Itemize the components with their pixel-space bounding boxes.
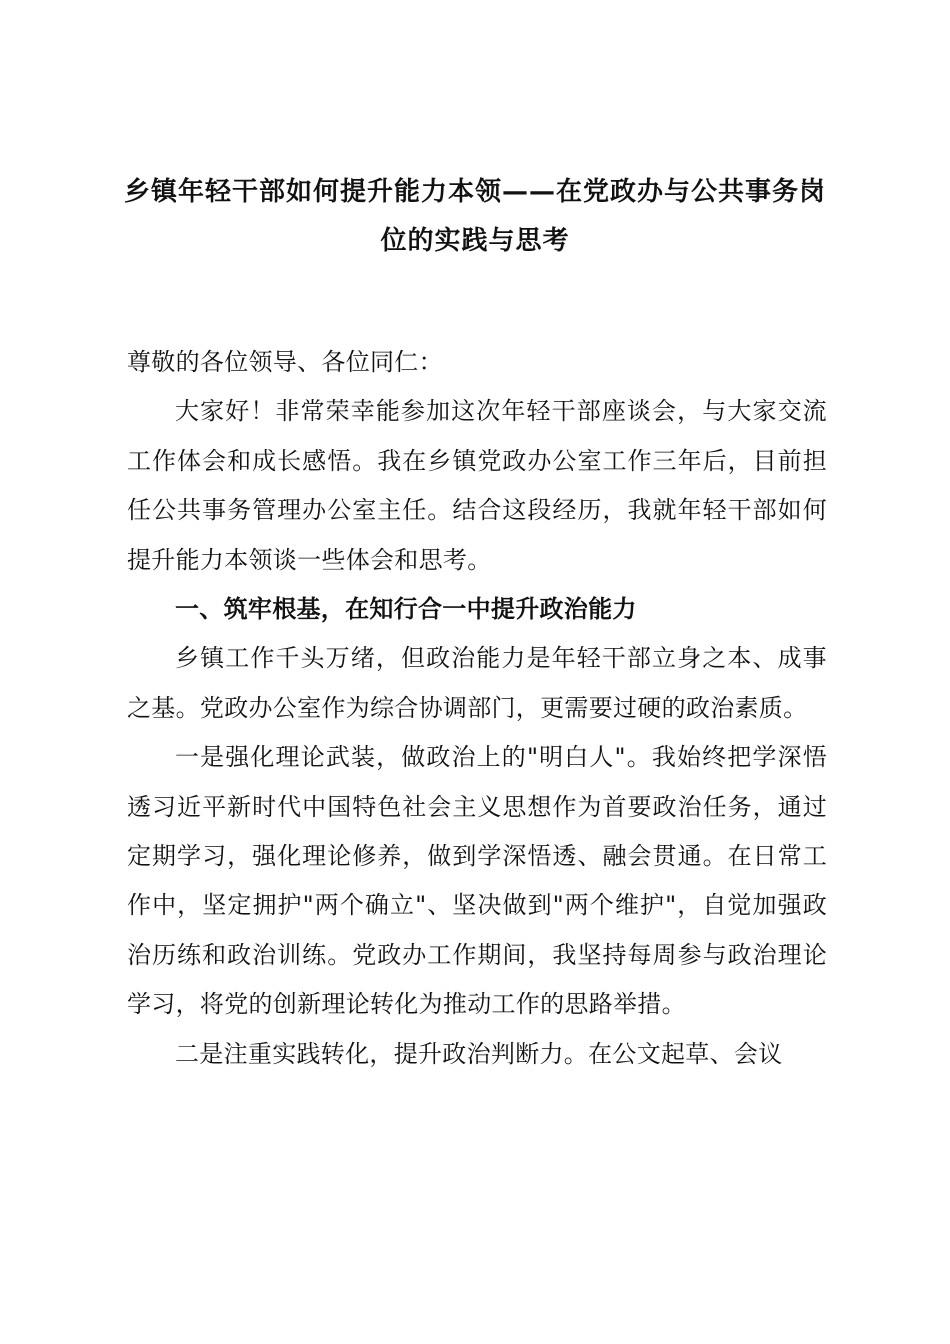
paragraph-section-intro: 乡镇工作千头万绪，但政治能力是年轻干部立身之本、成事之基。党政办公室作为综合协调部门，更需要过硬的政治素质。 [127,644,827,722]
salutation: 尊敬的各位领导、各位同仁： [127,348,443,376]
section-heading-1: 一、筑牢根基，在知行合一中提升政治能力 [175,595,637,624]
paragraph-point-2: 二是注重实践转化，提升政治判断力。在公文起草、会议 [175,1039,783,1068]
paragraph-greeting: 大家好！非常荣幸能参加这次年轻干部座谈会，与大家交流工作体会和成长感悟。我在乡镇党政办公室工作三年后，目前担任公共事务管理办公室主任。结合这段经历，我就年轻干部如何提升能力本领谈一些体会和思考。 [127,397,827,574]
paragraph-point-1: 一是强化理论武装，做政治上的"明白人"。我始终把学深悟透习近平新时代中国特色社会主义思想作为首要政治任务，通过定期学习，强化理论修养，做到学深悟透、融会贯通。在日常工作中，坚定拥护"两个确立"、坚决做到"两个维护"，自觉加强政治历练和政治训练。党政办工作期间，我坚持每周参与政治理论学习，将党的创新理论转化为推动工作的思路举措。 [127,743,827,1019]
document-title: 乡镇年轻干部如何提升能力本领——在党政办与公共事务岗位的实践与思考 [123,177,826,256]
document-body [127,338,827,1079]
